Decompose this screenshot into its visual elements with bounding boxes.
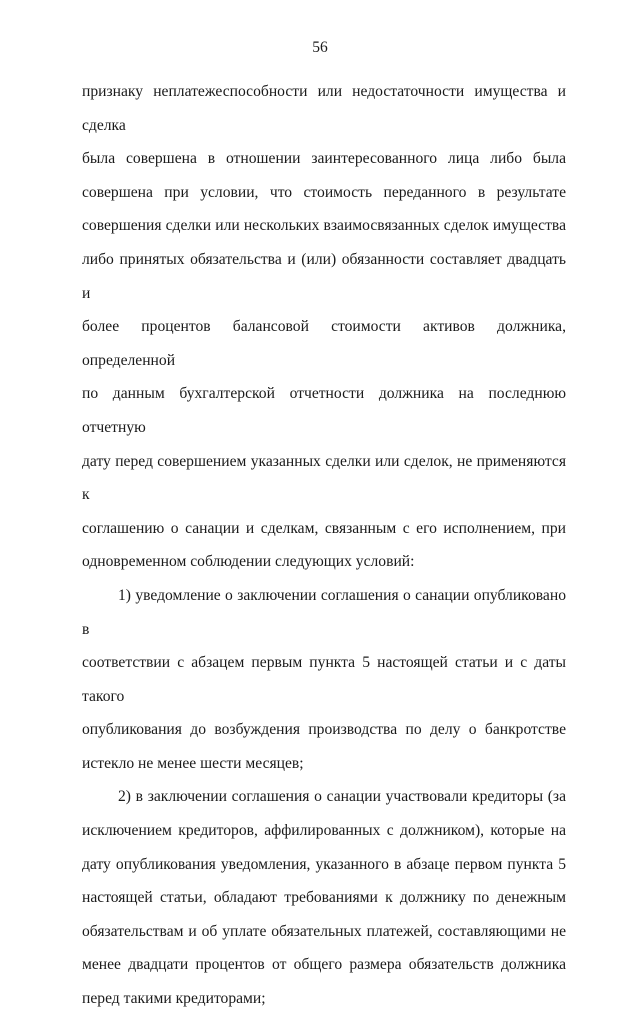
paragraph-line: соглашению о санации и сделкам, связанным с его исполнением, при	[82, 519, 566, 537]
paragraph-line: истекло не менее шести месяцев;	[82, 754, 304, 772]
paragraph-line: по данным бухгалтерской отчетности должника на последнюю отчетную	[82, 385, 566, 436]
paragraph-line: исключением кредиторов, аффилированных с должником), которые на	[82, 822, 566, 840]
document-body	[82, 75, 566, 1016]
paragraph-line: менее двадцати процентов от общего размера обязательств должника	[82, 956, 566, 974]
paragraph-line: одновременном соблюдении следующих условий:	[82, 553, 415, 571]
paragraph-line: настоящей статьи, обладают требованиями к должнику по денежным	[82, 889, 566, 907]
list-item-2-line: 2) в заключении соглашения о санации участвовали кредиторы (за	[118, 788, 566, 806]
paragraph-line: опубликования до возбуждения производства по делу о банкротстве	[82, 721, 566, 739]
paragraph-line: соответствии с абзацем первым пункта 5 настоящей статьи и с даты такого	[82, 654, 566, 705]
paragraph-line: перед такими кредиторами;	[82, 990, 266, 1008]
paragraph-line: обязательствам и об уплате обязательных платежей, составляющими не	[82, 922, 566, 940]
paragraph-line: более процентов балансовой стоимости активов должника, определенной	[82, 318, 566, 369]
paragraph-line: признаку неплатежеспособности или недостаточности имущества и сделка	[82, 83, 566, 134]
paragraph-line: совершения сделки или нескольких взаимосвязанных сделок имущества	[82, 217, 566, 235]
paragraph-line: дату перед совершением указанных сделки или сделок, не применяются к	[82, 452, 566, 504]
paragraph-line: дату опубликования уведомления, указанного в абзаце первом пункта 5	[82, 855, 566, 873]
paragraph-line: была совершена в отношении заинтересованного лица либо была	[82, 150, 566, 168]
paragraph-line: либо принятых обязательства и (или) обязанности составляет двадцать и	[82, 250, 566, 302]
list-item-1-line: 1) уведомление о заключении соглашения о санации опубликовано в	[82, 586, 566, 638]
page-number: 56	[312, 39, 328, 56]
paragraph-line: совершена при условии, что стоимость переданного в результате	[82, 183, 566, 201]
